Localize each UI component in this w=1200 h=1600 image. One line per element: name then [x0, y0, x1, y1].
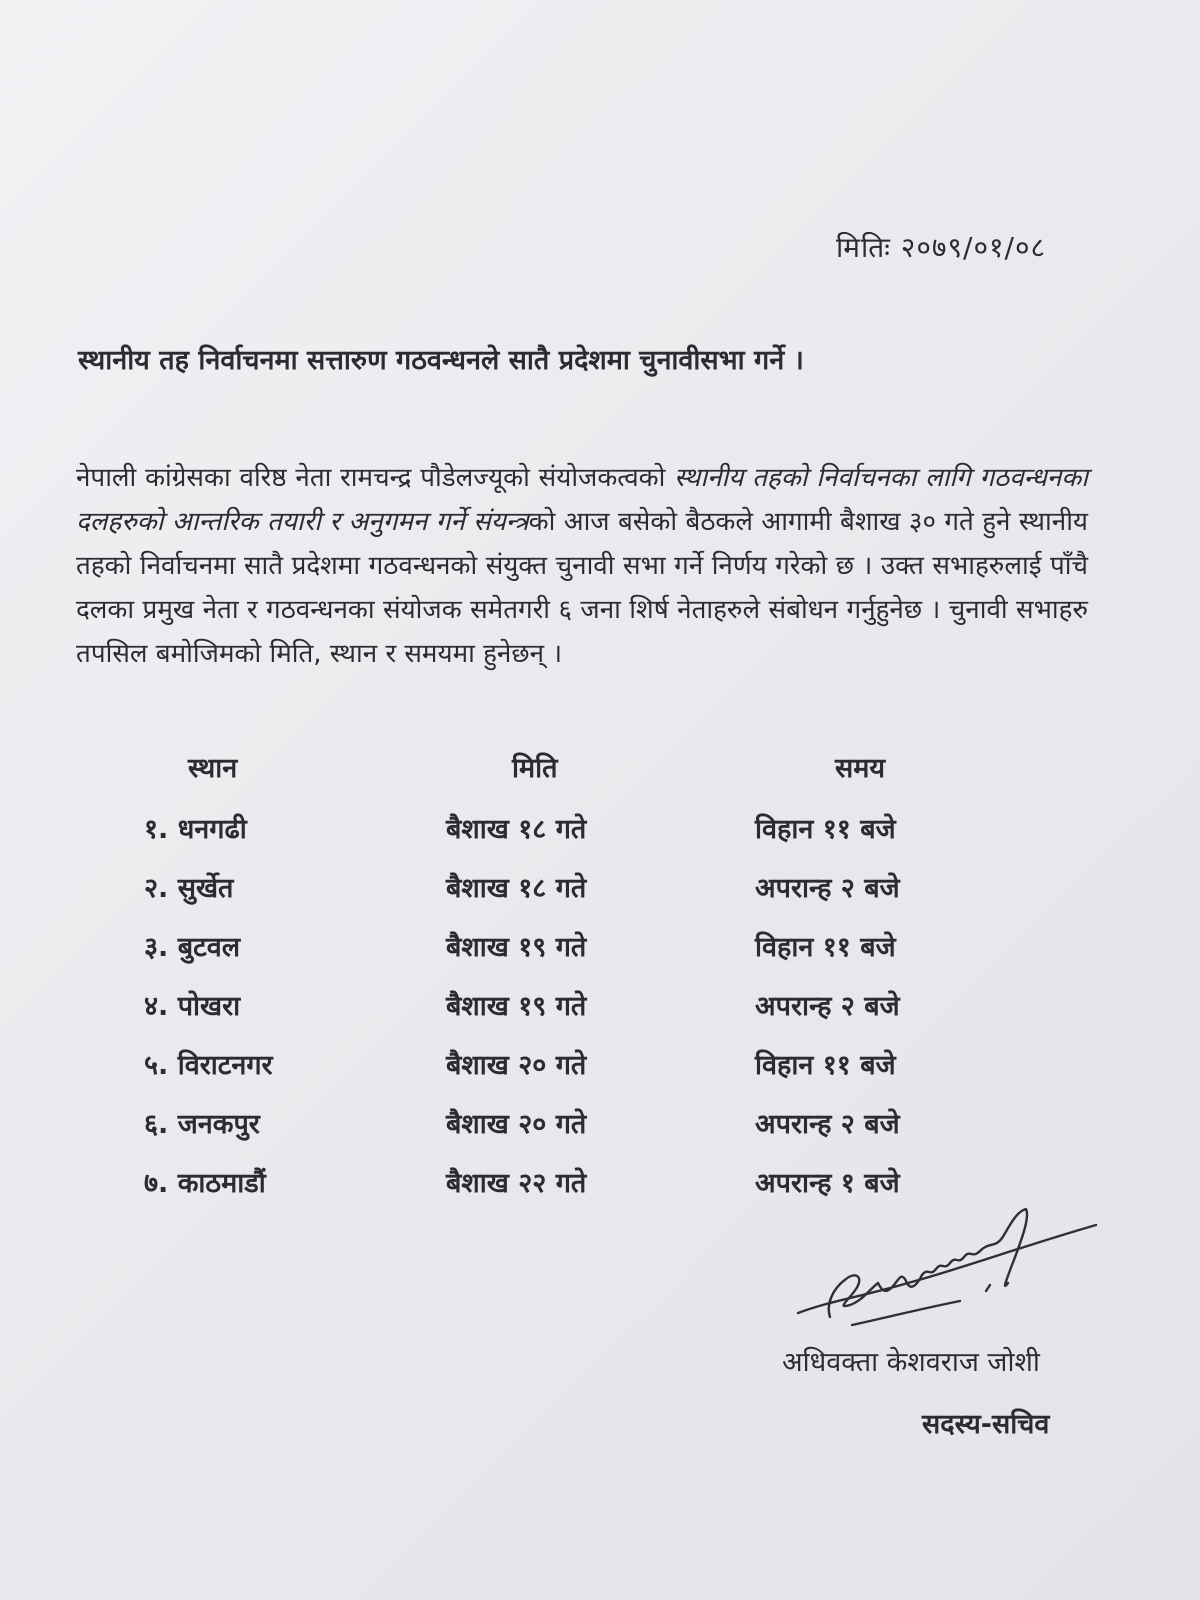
schedule-date: बैशाख १९ गते: [446, 932, 587, 963]
handwritten-signature: [790, 1205, 1110, 1335]
schedule-place: ५. विराटनगर: [144, 1050, 273, 1081]
schedule-header-time: समय: [835, 752, 886, 784]
body-part-1: नेपाली कांग्रेसका वरिष्ठ नेता रामचन्द्र पौडेलज्यूको संयोजकत्वको: [76, 463, 675, 493]
schedule-date: बैशाख १८ गते: [446, 814, 587, 845]
schedule-place: ४. पोखरा: [144, 991, 241, 1022]
document-body: [76, 456, 1088, 676]
schedule-time: अपरान्ह २ बजे: [755, 1109, 900, 1140]
schedule-row: [130, 975, 990, 1034]
schedule-place: ३. बुटवल: [144, 932, 241, 963]
schedule-place: ६. जनकपुर: [144, 1109, 260, 1140]
schedule-row: [130, 857, 990, 916]
schedule-time: अपरान्ह २ बजे: [755, 991, 900, 1022]
schedule-table: [130, 740, 990, 1211]
signer-name: अधिवक्ता केशवराज जोशी: [782, 1347, 1040, 1378]
schedule-row: [130, 1093, 990, 1152]
document-date: मितिः २०७९/०१/०८: [836, 231, 1047, 264]
schedule-place: ७. काठमाडौं: [144, 1168, 266, 1199]
schedule-row: [130, 798, 990, 857]
schedule-row: [130, 1152, 990, 1211]
schedule-time: अपरान्ह २ बजे: [755, 873, 900, 904]
schedule-place: २. सुर्खेत: [144, 873, 234, 904]
schedule-date: बैशाख १९ गते: [446, 991, 587, 1022]
schedule-row: [130, 1034, 990, 1093]
schedule-header-date: मिति: [512, 752, 558, 784]
schedule-time: अपरान्ह १ बजे: [755, 1168, 900, 1199]
schedule-date: बैशाख २० गते: [446, 1109, 587, 1140]
schedule-time: विहान ११ बजे: [755, 1050, 896, 1081]
schedule-date: बैशाख २० गते: [446, 1050, 587, 1081]
schedule-date: बैशाख २२ गते: [446, 1168, 587, 1199]
schedule-time: विहान ११ बजे: [755, 932, 896, 963]
schedule-time: विहान ११ बजे: [755, 814, 896, 845]
schedule-header-row: [130, 740, 990, 792]
schedule-date: बैशाख १८ गते: [446, 873, 587, 904]
signer-role: सदस्य-सचिव: [922, 1409, 1050, 1440]
body-part-2-italic: स्थानीय तहको निर्वाचनका लागि गठवन्धनका दलहरुको आन्तरिक तयारी र अनुगमन गर्ने संयन्त्र: [76, 463, 1089, 537]
body-part-3: को आज बसेको बैठकले आगामी बैशाख ३० गते हुने स्थानीय तहको निर्वाचनमा सातै प्रदेशमा गठवन्धनको संयुक्त चुनावी सभा गर्ने निर्णय गरेको छ । उक्त सभाहरुलाई पाँचै दलका प्रमुख नेता र गठवन्धनका संयोजक समेतगरी ६ जना शिर्ष नेताहरुले संबोधन गर्नुहुनेछ । चुनावी सभाहरु तपसिल बमोजिमको मिति, स्थान र समयमा हुनेछन् ।: [76, 507, 1089, 669]
document-headline: स्थानीय तह निर्वाचनमा सत्तारुण गठवन्धनले सातै प्रदेशमा चुनावीसभा गर्ने ।: [78, 345, 804, 376]
schedule-place: १. धनगढी: [144, 814, 247, 845]
schedule-header-place: स्थान: [188, 752, 238, 784]
schedule-row: [130, 916, 990, 975]
